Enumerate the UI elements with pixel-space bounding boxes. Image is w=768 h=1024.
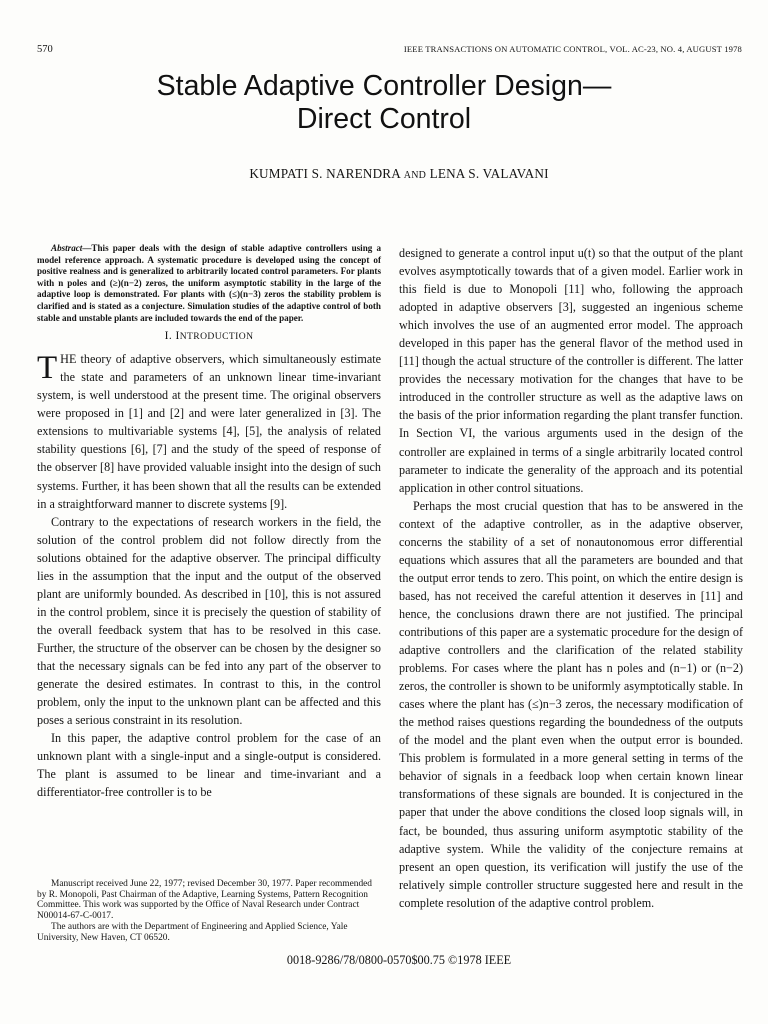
intro-paragraph-3: In this paper, the adaptive control problem for the case of an unknown plant with a single-input and a single-output is considered. The plant is assumed to be linear and time-invariant and a differentiator-free controller is to be — [37, 731, 381, 800]
author-2: LENA S. VALAVANI — [429, 166, 549, 181]
right-column — [399, 244, 743, 912]
section-title-rest: NTRODUCTION — [179, 331, 254, 343]
author-1: KUMPATI S. NARENDRA — [249, 166, 401, 181]
author-conjunction: AND — [403, 170, 427, 181]
intro-paragraph-1 — [37, 350, 381, 512]
left-column — [37, 243, 381, 801]
intro-paragraph-1-text: HE theory of adaptive observers, which simultaneously estimate the state and parameters of an unknown linear time-invariant system, is well understood at the present time. The original observers were proposed in [1] and [2] and were later generalized in [3]. The extensions to multivariable systems [4], [5], the analysis of related stability questions [6], [7] and the study of the speed of response of the observer [8] have provided valuable insight into the design of such systems. Further, it has been shown that all the results can be extended in a straightforward manner to discrete systems [9]. — [37, 352, 381, 511]
abstract-label: Abstract— — [51, 243, 92, 253]
drop-cap: T — [37, 350, 58, 387]
section-number: I. — [164, 329, 173, 343]
section-heading — [37, 327, 381, 346]
footnote-manuscript: Manuscript received June 22, 1977; revised December 30, 1977. Paper recommended by R. Monopoli, Past Chairman of the Adaptive, Learning Systems, Pattern Recognition Committee. This work was supported by the Office of Naval Research under Contract N00014-67-C-0017. — [37, 879, 372, 922]
page-number: 570 — [37, 44, 53, 55]
abstract-text: This paper deals with the design of stable adaptive controllers using a model reference approach. A systematic procedure is developed using the concept of positive realness and is generalized to arbitrarily located control parameters. For plants with n poles and (≥)(n−2) zeros, the uniform asymptotic stability in the large of the adaptive loop is demonstrated. For plants with (≤)(n−3) zeros the stability problem is clarified and is stated as a conjecture. Simulation studies of the adaptive control of both stable and unstable plants are included towards the end of the paper. — [37, 243, 381, 323]
copyright-line: 0018-9286/78/0800-0570$00.75 ©1978 IEEE — [286, 953, 512, 967]
paper-title — [0, 70, 768, 136]
footnote-affiliation: The authors are with the Department of Engineering and Applied Science, Yale University, New Haven, CT 06520. — [37, 921, 348, 943]
abstract — [37, 243, 381, 324]
footnote — [37, 879, 383, 943]
right-paragraph-2: Perhaps the most crucial question that has to be answered in the context of the adaptive controller, as in the adaptive observer, concerns the stability of a set of nonautonomous error differential equations which assures that all the parameters are bounded and that the output error tends to zero. This point, on which the entire design is based, has not received the careful attention it deserves in [11] and hence, the conclusions drawn there are not justified. The principal contributions of this paper are a systematic procedure for the design of adaptive controllers and the clarification of the related stability problems. For cases where the plant has n poles and (n−1) or (n−2) zeros, the controller is shown to be uniformly asymptotically stable. In cases where the plant has (≤)n−3 zeros, the necessary modification of the method raises questions regarding the boundedness of the outputs of the model and the plant even when the output error is bounded. This problem is formulated in a more general setting in terms of the behavior of signals in a feedback loop when certain known linear transformations of these signals are bounded. It is conjectured in the paper that under the above conditions the closed loop signals will, in fact, be bounded, thus assuring uniform asymptotic stability of the adaptive system. While the validity of the conjecture remains at present an open question, its verification will justify the use of the relatively simple controller structure suggested here and result in the complete resolution of the adaptive control problem. — [399, 498, 743, 910]
title-line-2: Direct Control — [296, 103, 472, 135]
right-paragraph-1: designed to generate a control input u(t) so that the output of the plant evolves asymptotically towards that of a given model. Earlier work in this field is due to Monopoli [11] who, following the approach adopted in adaptive observers [3], suggested an ingenious scheme which involves the use of an augmented error model. The approach developed in this paper has the general flavor of the method used in [11] though the actual structure of the controller is different. The latter provides the necessary motivation for the changes that have to be introduced in the controller structure as well as the adaptive laws on the basis of the prior information regarding the plant transfer function. In Section VI, the various arguments used in the design of the controller are explained in terms of a single arbitrarily located control parameter to indicate the generality of the approach and its potential application in other control situations. — [399, 246, 743, 495]
title-line-1: Stable Adaptive Controller Design— — [156, 70, 612, 102]
author-list — [0, 166, 768, 182]
journal-header: IEEE TRANSACTIONS ON AUTOMATIC CONTROL, VOL. AC-23, NO. 4, AUGUST 1978 — [403, 44, 742, 54]
intro-paragraph-2: Contrary to the expectations of research workers in the field, the solution of the control problem did not follow directly from the solutions obtained for the adaptive observer. The principal difficulty lies in the assumption that the input and the output of the observed plant are uniformly bounded. As described in [10], this is not assured in the control problem, since it is precisely the question of stability of the overall feedback system that has to be resolved in this case. Further, the structure of the observer can be chosen by the designer so that the necessary signals can be fed into any part of the observer to generate the desired estimates. In contrast to this, in the control problem, only the input to the unknown plant can be affected and this poses a serious constraint in its resolution. — [37, 514, 381, 728]
section-title-initial: I — [175, 329, 180, 343]
